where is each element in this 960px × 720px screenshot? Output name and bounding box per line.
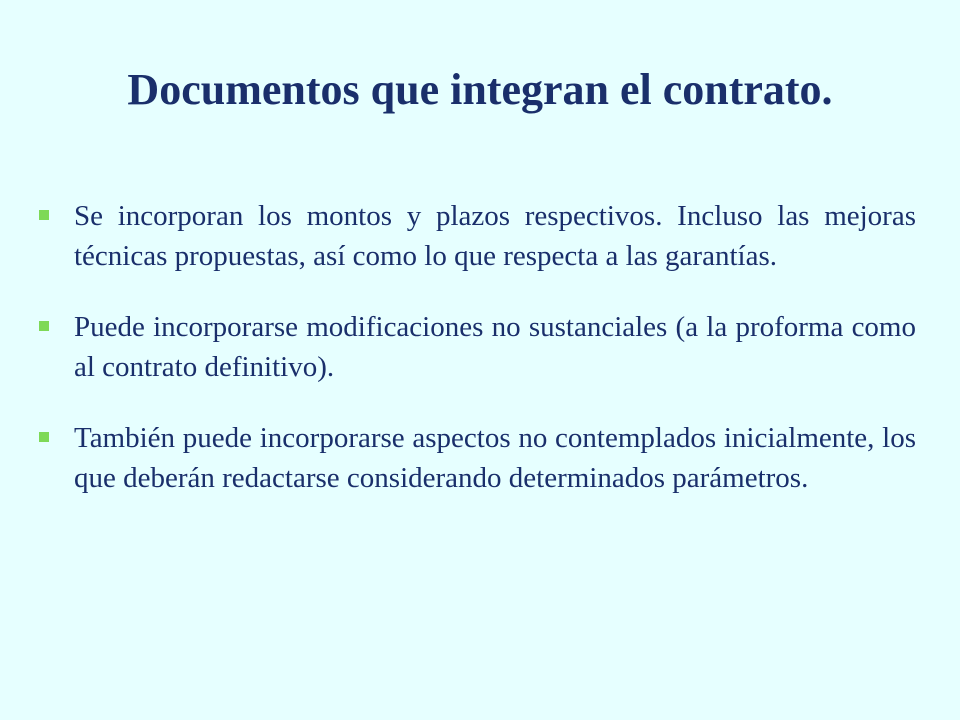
bullet-text: También puede incorporarse aspectos no contemplados inicialmente, los que deberán redactarse considerando determinados parámetros. — [74, 422, 916, 494]
slide-title: Documentos que integran el contrato. — [127, 65, 833, 114]
bullet-text: Se incorporan los montos y plazos respectivos. Incluso las mejoras técnicas propuestas, así como lo que respecta a las garantías. — [74, 200, 916, 272]
square-bullet-icon — [39, 210, 49, 220]
bullet-list — [36, 196, 916, 529]
bullet-text: Puede incorporarse modificaciones no sustanciales (a la proforma como al contrato definitivo). — [74, 311, 916, 383]
square-bullet-icon — [39, 321, 49, 331]
bullet-item — [36, 418, 916, 498]
square-bullet-icon — [39, 432, 49, 442]
bullet-item — [36, 307, 916, 387]
bullet-item — [36, 196, 916, 276]
